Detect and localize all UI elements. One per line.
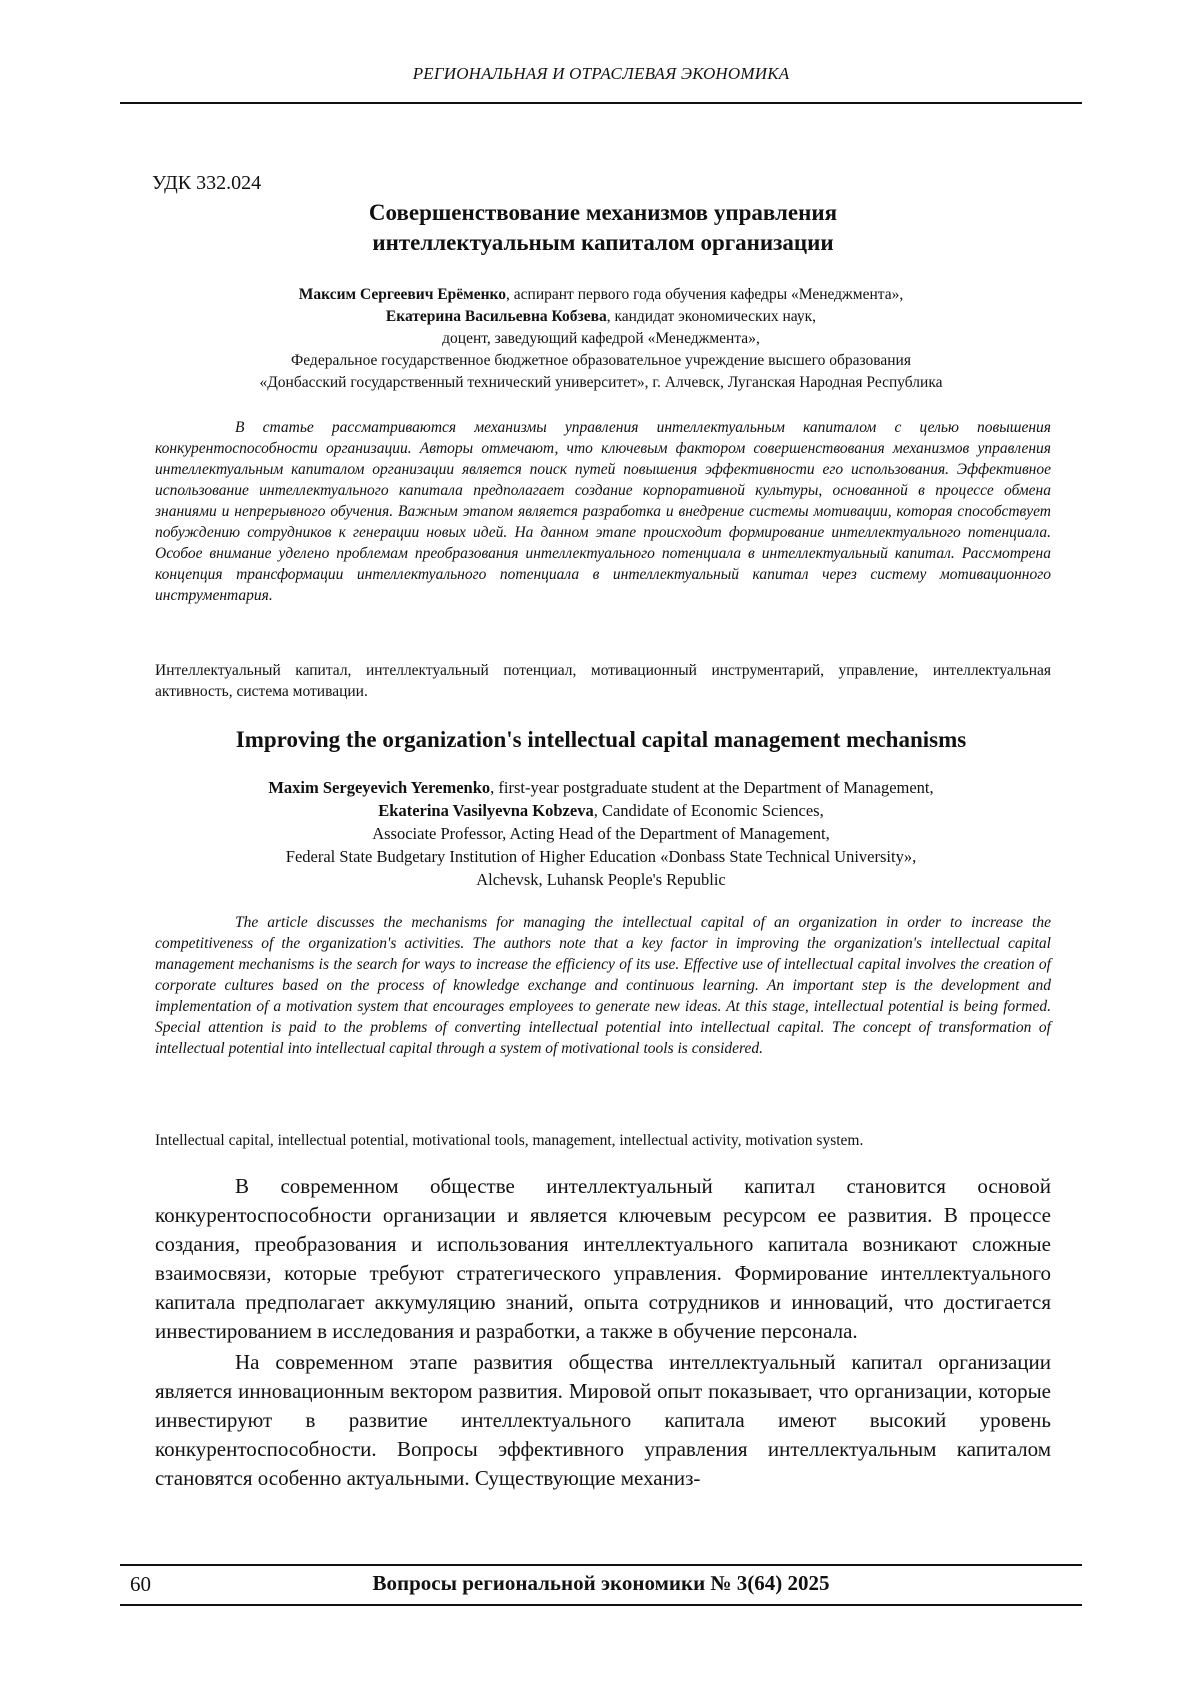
article-title-en: Improving the organization's intellectual capital management mechanisms xyxy=(235,727,967,752)
author-en-1-role: , first-year postgraduate student at the Department of Management, xyxy=(490,778,934,797)
author-en-2 xyxy=(120,799,1082,822)
affiliation-en-1: Federal State Budgetary Institution of Higher Education «Donbass State Technical University», xyxy=(285,847,917,866)
abstract-en: The article discusses the mechanisms for managing the intellectual capital of an organization in order to increase the competitiveness of the organization's activities. The authors note that a key factor in improving the organization's intellectual capital management mechanisms is the search for ways to increase the efficiency of its use. Effective use of intellectual capital involves the creation of corporate cultures based on the process of knowledge exchange and continuous learning. An important step is the development and implementation of a motivation system that encourages employees to generate new ideas. At this stage, intellectual potential is being formed. Special attention is paid to the problems of converting intellectual potential into intellectual capital. The concept of transformation of intellectual potential into intellectual capital through a system of motivational tools is considered. xyxy=(155,914,1051,1057)
body-paragraph-1: В современном обществе интеллектуальный капитал становится основой конкурентоспособности организации и является ключевым ресурсом ее развития. В процессе создания, преобразования и использования интеллектуального капитала возникают сложные взаимосвязи, которые требуют стратегического управления. Формирование интеллектуального капитала предполагает аккумуляцию знаний, опыта сотрудников и инноваций, что достигается инвестированием в исследования и разработки, а также в обучение персонала. xyxy=(155,1174,1051,1343)
keywords-en: Intellectual capital, intellectual potential, motivational tools, management, intellectual activity, motivation system. xyxy=(155,1132,864,1149)
affiliation-ru-2: «Донбасский государственный технический университет», г. Алчевск, Луганская Народная Республика xyxy=(259,374,943,391)
journal-name: Вопросы региональной экономики № 3(64) 2025 xyxy=(372,1571,830,1595)
author-en-2-name: Ekaterina Vasilyevna Kobzeva xyxy=(378,801,594,820)
body-text xyxy=(155,1172,1051,1493)
footer-rule-bottom xyxy=(120,1604,1082,1606)
keywords-ru: Интеллектуальный капитал, интеллектуальный потенциал, мотивационный инструментарий, управление, интеллектуальная активность, система мотивации. xyxy=(155,662,1051,700)
running-head: РЕГИОНАЛЬНАЯ И ОТРАСЛЕВАЯ ЭКОНОМИКА xyxy=(412,64,790,83)
authors-ru xyxy=(120,284,1082,394)
author-ru-1-name: Максим Сергеевич Ерёменко xyxy=(298,286,507,303)
author-ru-1 xyxy=(120,284,1082,306)
abstract-ru: В статье рассматриваются механизмы управления интеллектуальным капиталом с целью повышения конкурентоспособности организации. Авторы отмечают, что ключевым фактором совершенствования механизмов управления интеллектуальным капиталом организации является поиск путей повышения эффективности его использования. Эффективное использование интеллектуального капитала предполагает создание корпоративной культуры, основанной в процессе обмена знаниями и непрерывного обучения. Важным этапом является разработка и внедрение системы мотивации, которая способствует побуждению сотрудников к генерации новых идей. На данном этапе происходит формирование интеллектуального потенциала. Особое внимание уделено проблемам преобразования интеллектуального потенциала в интеллектуальный капитал. Рассмотрена концепция трансформации интеллектуального потенциала в интеллектуальный капитал через систему мотивационного инструментария. xyxy=(155,419,1051,604)
author-en-1-name: Maxim Sergeyevich Yeremenko xyxy=(268,778,491,797)
affiliation-ru-1: Федеральное государственное бюджетное образовательное учреждение высшего образования xyxy=(291,352,911,369)
author-ru-2-role: , кандидат экономических наук, xyxy=(606,308,817,325)
author-en-1 xyxy=(120,776,1082,799)
body-paragraph-2: На современном этапе развития общества интеллектуальный капитал организации является инновационным вектором развития. Мировой опыт показывает, что организации, которые инвестируют в развитие интеллектуального капитала имеют высокий уровень конкурентоспособности. Вопросы эффективного управления интеллектуальным капиталом становятся особенно актуальными. Существующие механиз- xyxy=(155,1350,1051,1490)
author-en-2-role-2: Associate Professor, Acting Head of the Department of Management, xyxy=(372,824,830,843)
author-ru-1-role: , аспирант первого года обучения кафедры «Менеджмента», xyxy=(506,286,904,303)
author-ru-2-role-2: доцент, заведующий кафедрой «Менеджмента», xyxy=(442,330,760,347)
authors-en xyxy=(120,776,1082,891)
author-ru-2 xyxy=(120,306,1082,328)
page-number: 60 xyxy=(130,1572,151,1596)
affiliation-en-2: Alchevsk, Luhansk People's Republic xyxy=(476,870,726,889)
udk-code: УДК 332.024 xyxy=(152,172,262,194)
title-ru-line-1: Совершенствование механизмов управления xyxy=(368,200,838,225)
header-rule xyxy=(120,102,1082,104)
footer-rule-top xyxy=(120,1564,1082,1566)
article-title-ru xyxy=(155,198,1051,258)
author-ru-2-name: Екатерина Васильевна Кобзева xyxy=(385,308,607,325)
author-en-2-role: , Candidate of Economic Sciences, xyxy=(593,801,824,820)
title-ru-line-2: интеллектуальным капиталом организации xyxy=(372,230,834,255)
